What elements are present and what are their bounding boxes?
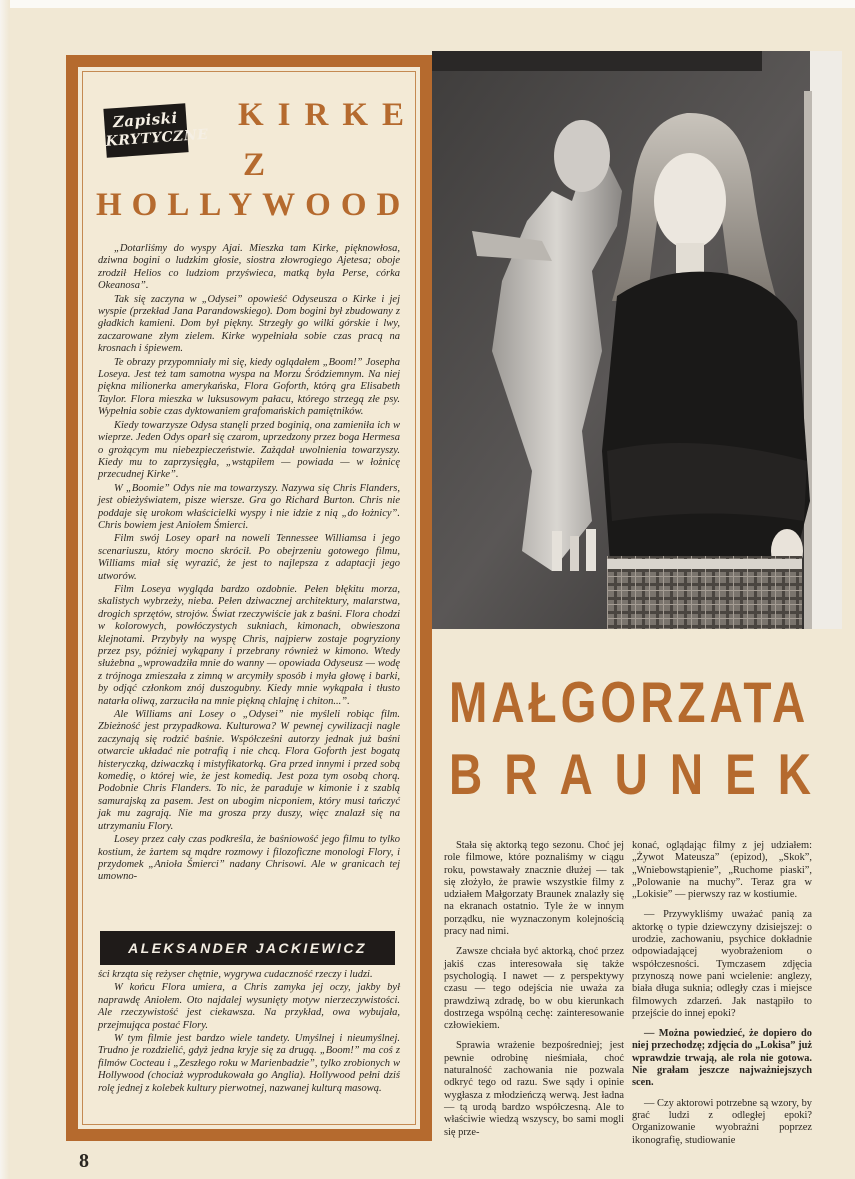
article-title-line-2: Z	[243, 147, 266, 183]
article-paragraph: Tak się zaczyna w „Odysei” opowieść Odyseusza o Kirke i jej wyspie (przekład Jana Parandowskiego). Dom bogini był zbudowany z gładkich kamieni. Dom był piękny. Strzegły go wilki górskie i lwy, zaczarowane złym zielem. Kirke wypełniała sobie czas pracą na krosnach i śpiewem.	[98, 293, 400, 355]
feature-paragraph: Zawsze chciała być aktorką, choć przez jakiś czas interesowała się także psychologią. I nawet — z perspektywy czasu — tego odejścia nie uważa za prawdziwą zdradę, bo w obu kierunkach dostrzega wspólną cechę: zainteresowanie człowiekiem.	[444, 946, 624, 1032]
feature-title-line-2: BRAUNEK	[449, 741, 833, 807]
feature-paragraph: Sprawia wrażenie bezpośredniej; jest pewnie odrobinę nieśmiała, choć naturalność zachowania nie pozwala odkryć tego od razu. Swe sądy i opinie wygłasza z młodzieńczą werwą. Jest ładna — tą urodą bardzo współczesną. Ale to właściwie wiedzą wszyscy, bo sami mogli się prze-	[444, 1040, 624, 1138]
article-paragraph: Film swój Losey oparł na noweli Tennessee Williamsa i jego scenariuszu, który mocno skrócił. Po obejrzeniu gotowego filmu, Williams miał się wyrazić, że jest to najlepsza z adaptacji jego utworów.	[98, 533, 400, 582]
article-paragraph: ści krząta się reżyser chętnie, wygrywa cudaczność rzeczy i ludzi.	[98, 969, 373, 980]
feature-column-1	[444, 840, 624, 1140]
article-paragraph: W końcu Flora umiera, a Chris zamyka jej oczy, jakby był naprawdę Aniołem. Oto najdalej wysunięty motyw nierzeczywistości. Ale rzeczywistość jest ciekawsza. Na przykład, owa wybujała, przejmująca postać Flory.	[98, 982, 400, 1031]
feature-paragraph: Stała się aktorką tego sezonu. Choć jej role filmowe, które poznaliśmy w ciągu roku, powstawały znacznie dłużej — tak się złożyło, że prawie wszystkie filmy z udziałem Małgorzaty Braunek znalazły się na ekranach ostatnio. Tyle że w innym porządku, nie wyznaczonym kolejnością pracy nad nimi.	[444, 840, 624, 938]
badge-line-2: KRYTYCZNE	[105, 126, 209, 150]
page-number: 8	[79, 1150, 89, 1172]
feature-column-2	[632, 840, 812, 1146]
author-bar	[100, 931, 395, 965]
article-title-line-3: HOLLYWOOD	[96, 187, 411, 223]
author-name: ALEKSANDER JACKIEWICZ	[128, 940, 367, 956]
article-paragraph: „Dotarliśmy do wyspy Ajai. Mieszka tam Kirke, pięknowłosa, dziwna bogini o ludzkim głosie, siostra złowrogiego Ajetesa; oboje zrodził Helios co ludziom przyświeca, matką była Perse, córka Okeanosa”.	[98, 243, 400, 292]
article-body-top	[98, 243, 400, 933]
article-paragraph: Ale Williams ani Losey o „Odysei” nie myśleli robiąc film. Zbieżność jest przypadkowa. Kulturowa? W pewnej cywilizacji nagle zaczynają się rodzić baśnie. Współcześni autorzy jednak już baśni otwarcie układać nie potrafią i nie chcą. Flora Goforth jest bogatą histeryczką, dziwaczką i mistyfikatorką. Gra przed innymi i przed sobą komedię, o której wie, że jest komedią. Jest poza tym osobą chorą. Podobnie Chris Flanders. To nic, że paraduje w kimonie i z szablą samurajską za pasem. Jest on ubogim nicponiem, który musi tańczyć jak mu zagrają. Nie ma grosza przy duszy, więc znalazł się na utrzymaniu Flory.	[98, 709, 400, 832]
feature-paragraph: konać, oglądając filmy z jej udziałem: „Żywot Mateusza” (epizod), „Skok”, „Wniebowstąpienie”, „Ruchome piaski”, „Polowanie na muchy”. Teraz gra w „Lokisie” — pierwszy raz w kostiumie.	[632, 840, 812, 901]
article-paragraph: Losey przez cały czas podkreśla, że baśniowość jego filmu to tylko kostium, że żartem są mądre rozmowy i filozoficzne monologi Flory, i przydomek „Anioła Śmierci” nadany Chrisowi. Ale w granicach tej umowno-	[98, 834, 400, 883]
article-body-bottom	[98, 969, 400, 1129]
article-paragraph: W „Boomie” Odys nie ma towarzyszy. Nazywa się Chris Flanders, jest obieżyświatem, pisze wiersze. Gra go Richard Burton. Chris nie poddaje się urokom właścicielki wyspy i nie idzie z nią „do łożnicy”. Chris bowiem jest Aniołem Śmierci.	[98, 482, 400, 531]
column-badge	[103, 103, 209, 158]
portrait-photo-illustration	[432, 51, 842, 629]
article-paragraph: W tym filmie jest bardzo wiele tandety. Umyślnej i nieumyślnej. Trudno je rozdzielić, gdyż jedna kryje się za drugą. „Boom!” ma coś z filmów Cocteau i „Zeszłego roku w Marienbadzie”, tylko zrobionych w Hollywood (chociaż wyprodukowała go Anglia). Hollywood pełni dziś rolę jednej z kolebek kultury pierwotnej, nazwanej kulturą masową.	[98, 1033, 400, 1094]
article-paragraph: Te obrazy przypomniały mi się, kiedy oglądałem „Boom!” Josepha Loseya. Jest też tam samotna wyspa na Morzu Śródziemnym. Na niej piękna milionerka amerykańska, Flora Goforth, którą gra Elisabeth Taylor. Flora mieszka w luksusowym pałacu, którego strzegą złe psy. Wypełnia sobie czas dyktowaniem grafomańskich pamiętników.	[98, 356, 400, 418]
article-paragraph: Kiedy towarzysze Odysa stanęli przed boginią, ona zamieniła ich w wieprze. Jeden Odys oparł się czarom, uprzedzony przez boga Hermesa o grożącym mu niebezpieczeństwie. Zażądał uwolnienia towarzyszy. Kiedy mu to zaprzysięgła, „wstąpiłem — powiada — w łożnicę przecudnej Kirke”.	[98, 419, 400, 481]
badge-line-1: Zapiski	[112, 108, 179, 132]
feature-paragraph: — Czy aktorowi potrzebne są wzory, by grać ludzi z odległej epoki? Organizowanie wyobraźni poprzez ikonografię, studiowanie	[632, 1097, 812, 1146]
feature-title-line-1: MAŁGORZATA	[449, 669, 810, 735]
portrait-photo	[432, 51, 842, 629]
page-left-edge	[0, 0, 10, 1179]
article-frame	[66, 55, 432, 1141]
page-top-edge	[0, 0, 855, 8]
feature-paragraph: — Przywykliśmy uważać panią za aktorkę o typie dziewczyny dzisiejszej: o urodzie, zachowaniu, psychice dokładnie odpowiadającej wyobrażeniom o współczesności. Tymczasem zdjęcia przynoszą nowe pani wcielenie: anglezy, biała długa suknia; odległy czas i miejsce filmowych zdarzeń. Jak nastąpiło to przejście do innej epoki?	[632, 909, 812, 1019]
feature-answer-paragraph: — Można powiedzieć, że dopiero do niej przechodzę; zdjęcia do „Lokisa” już wprawdzie trwają, ale rola nie gotowa. Nie grałam jeszcze najważniejszych scen.	[632, 1028, 812, 1089]
article-title-line-1: KIRKE	[238, 97, 419, 133]
article-paragraph: Film Loseya wygląda bardzo ozdobnie. Pełen błękitu morza, skalistych wybrzeży, nieba. Pełen dziwacznej architektury, malarstwa, drogich sprzętów, strojów. Świat rzeczywiście jak z baśni. Flora chodzi w kolorowych, powłóczystych sukniach, kimonach, obwieszona klejnotami. Przybyły na wyspę Chris, najpierw zostaje pogryziony przez psy, później wykąpany i przebrany również w kimono. Wtedy służebna „wprowadziła mnie do wanny — opowiada Odyseusz — wodę z trójnoga zmieszała z zimną w arcymiły sposób i myła głowę i barki, by odjąć członkom znój duszogubny. Kiedy mnie wykąpała i tłusto natarła oliwą, zarzuciła na mnie piękną chlajnę i chiton...”.	[98, 583, 400, 707]
